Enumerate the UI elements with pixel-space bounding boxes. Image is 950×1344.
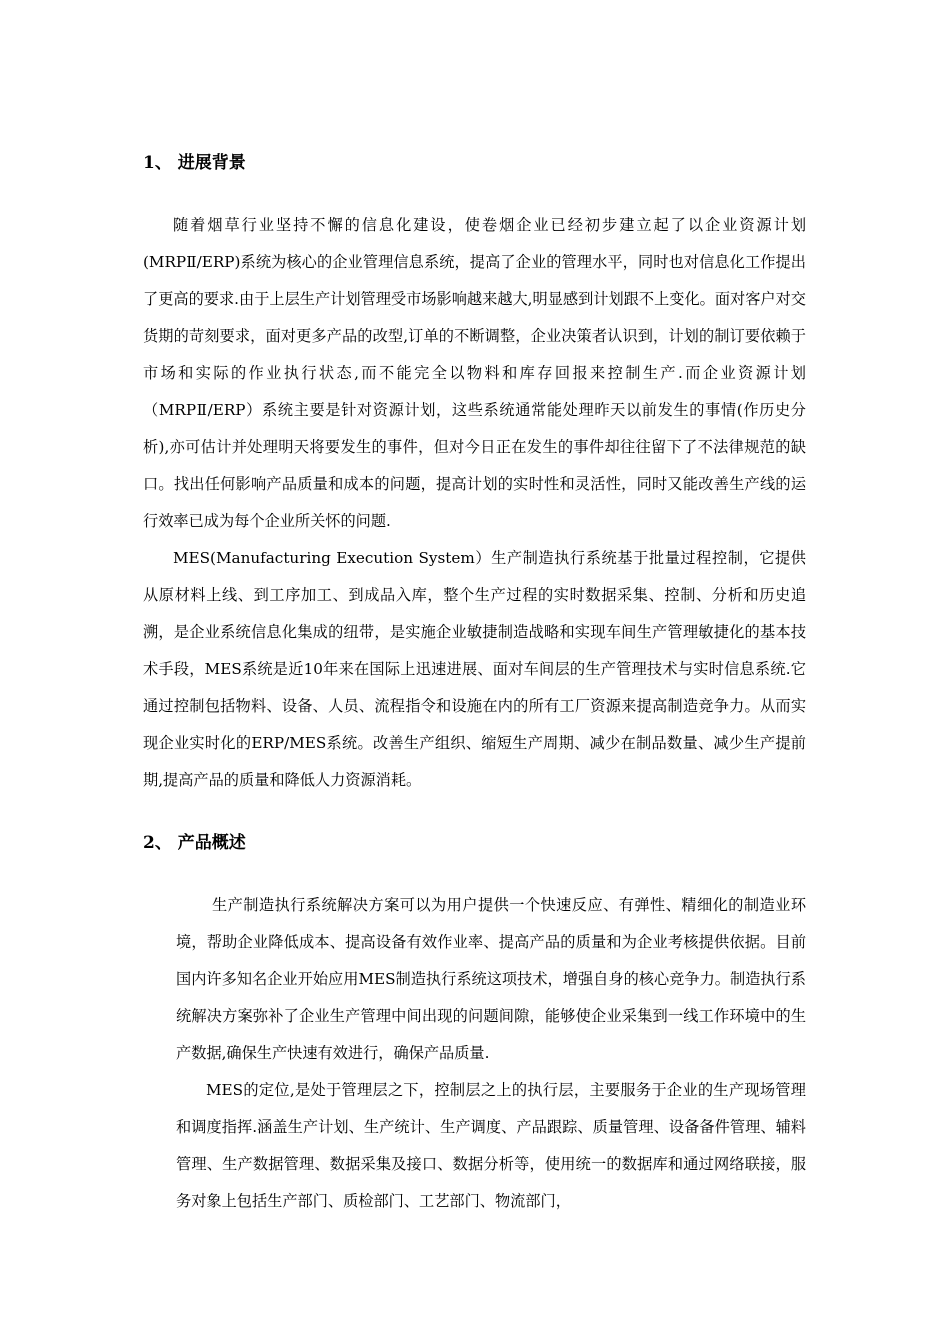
section-1-heading: 1、 进展背景 <box>143 153 246 173</box>
section-2-heading: 2、 产品概述 <box>143 833 246 853</box>
section-2-paragraph-2: MES的定位,是处于管理层之下，控制层之上的执行层，主要服务于企业的生产现场管理和调度指挥.涵盖生产计划、生产统计、生产调度、产品跟踪、质量管理、设备备件管理、辅料管理、生产数据管理、数据采集及接口、数据分析等，使用统一的数据库和通过网络联接，服务对象上包括生产部门、质检部门、工艺部门、物流部门， <box>176 1081 806 1210</box>
section-2-paragraph-1: 生产制造执行系统解决方案可以为用户提供一个快速反应、有弹性、精细化的制造业环境，帮助企业降低成本、提高设备有效作业率、提高产品的质量和为企业考核提供依据。目前国内许多知名企业开始应用MES制造执行系统这项技术，增强自身的核心竞争力。制造执行系统解决方案弥补了企业生产管理中间出现的问题间隙，能够使企业采集到一线工作环境中的生产数据,确保生产快速有效进行，确保产品质量. <box>176 896 806 1062</box>
section-1-paragraph-2: MES(Manufacturing Execution System）生产制造执行系统基于批量过程控制，它提供从原材料上线、到工序加工、到成品入库，整个生产过程的实时数据采集、控制、分析和历史追溯，是企业系统信息化集成的纽带，是实施企业敏捷制造战略和实现车间生产管理敏捷化的基本技术手段，MES系统是近10年来在国际上迅速进展、面对车间层的生产管理技术与实时信息系统.它通过控制包括物料、设备、人员、流程指令和设施在内的所有工厂资源来提高制造竞争力。从而实现企业实时化的ERP/MES系统。改善生产组织、缩短生产周期、减少在制品数量、减少生产提前期,提高产品的质量和降低人力资源消耗。 <box>143 549 806 789</box>
section-1-paragraph-1: 随着烟草行业坚持不懈的信息化建设，使卷烟企业已经初步建立起了以企业资源计划(MRPⅡ/ERP)系统为核心的企业管理信息系统，提高了企业的管理水平，同时也对信息化工作提出了更高的要求.由于上层生产计划管理受市场影响越来越大,明显感到计划跟不上变化。面对客户对交货期的苛刻要求，面对更多产品的改型,订单的不断调整，企业决策者认识到，计划的制订要依赖于市场和实际的作业执行状态,而不能完全以物料和库存回报来控制生产.而企业资源计划（MRPⅡ/ERP）系统主要是针对资源计划，这些系统通常能处理昨天以前发生的事情(作历史分析),亦可估计并处理明天将要发生的事件，但对今日正在发生的事件却往往留下了不法律规范的缺口。找出任何影响产品质量和成本的问题，提高计划的实时性和灵活性，同时又能改善生产线的运行效率已成为每个企业所关怀的问题. <box>143 216 806 530</box>
